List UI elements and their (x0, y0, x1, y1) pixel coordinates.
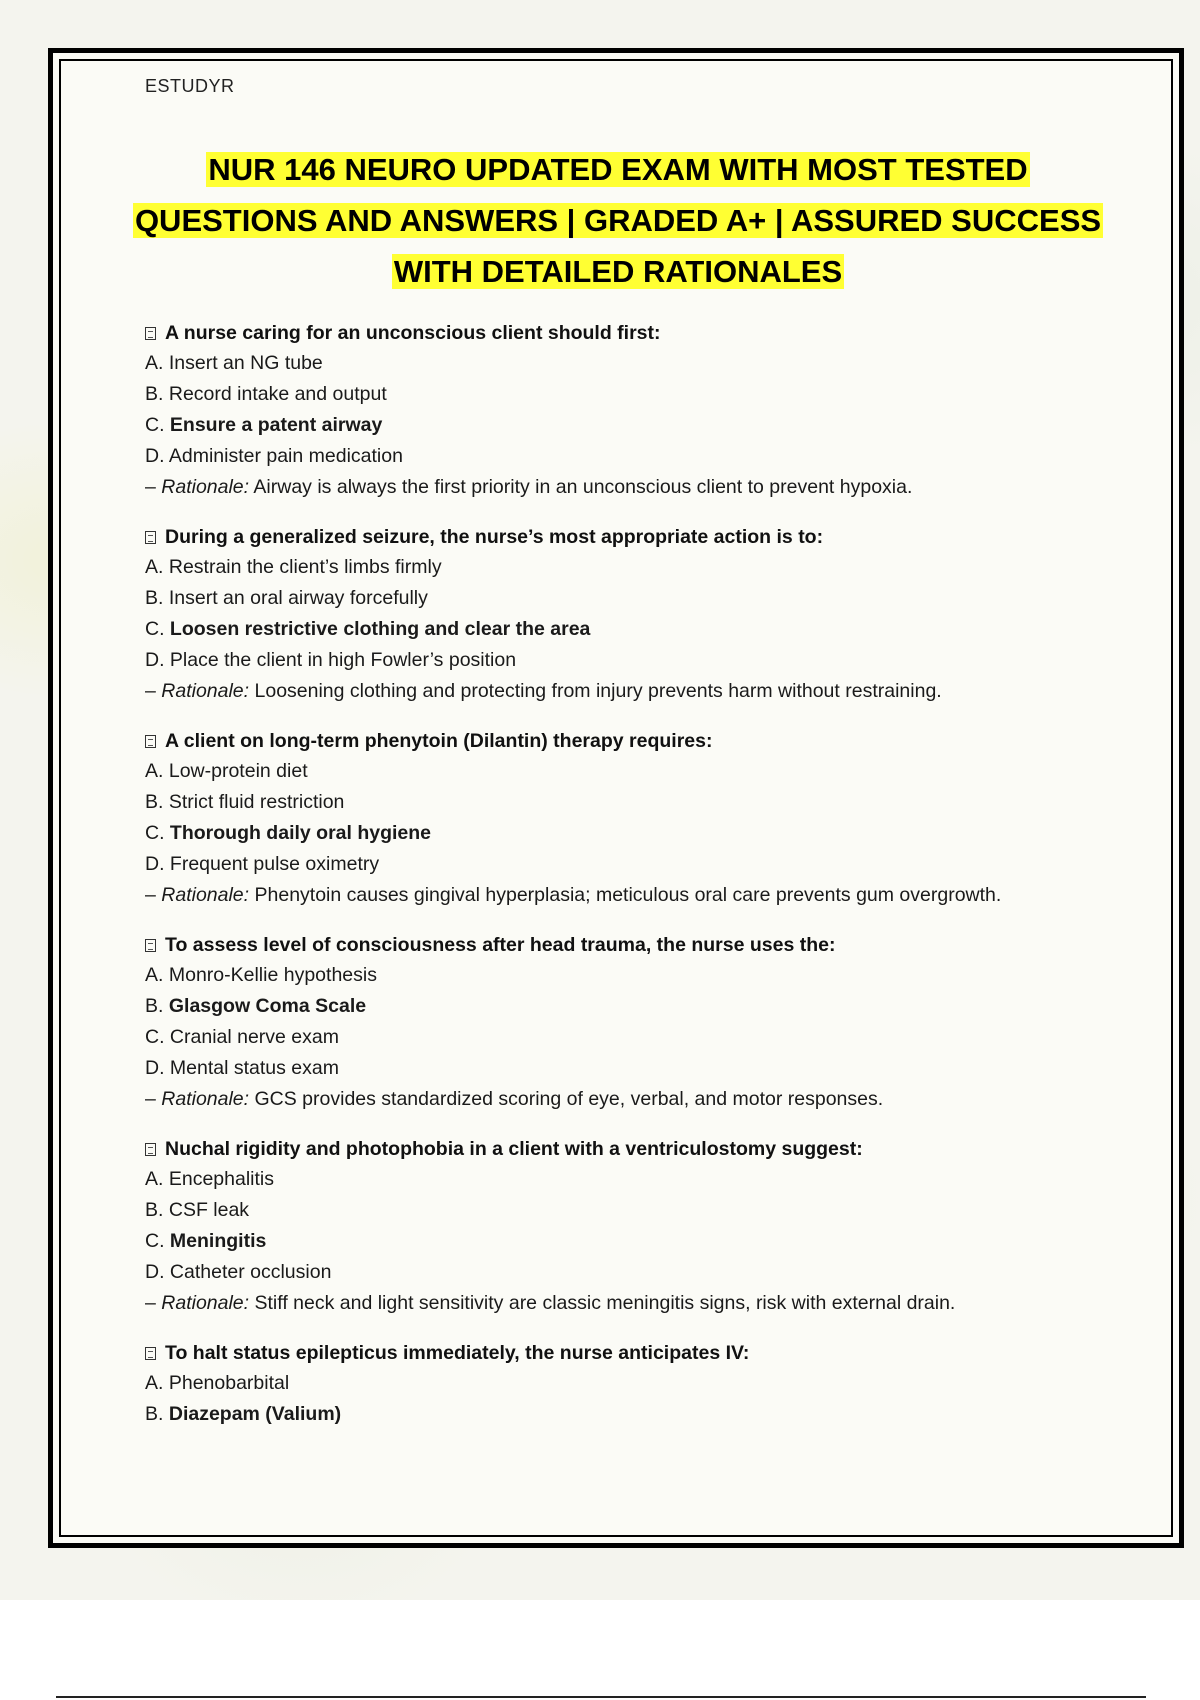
rationale-text: Loosening clothing and protecting from injury prevents harm without restraining. (254, 680, 942, 702)
option-text: Insert an NG tube (168, 352, 323, 374)
rationale-label: Rationale: (161, 476, 250, 498)
rationale-text: Stiff neck and light sensitivity are classic meningitis signs, risk with external drain. (254, 1292, 956, 1314)
answer-option (145, 1022, 1145, 1053)
rationale-text: Airway is always the first priority in an unconscious client to prevent hypoxia. (253, 476, 913, 498)
option-text: Ensure a patent airway (169, 414, 383, 436)
option-text: Loosen restrictive clothing and clear the area (169, 618, 591, 640)
missing-glyph-icon (145, 327, 156, 340)
question-item (145, 1338, 1145, 1430)
option-text: Thorough daily oral hygiene (169, 822, 432, 844)
option-letter: A. (145, 1372, 164, 1394)
document-title (100, 144, 1136, 297)
question-stem-text: A client on long-term phenytoin (Dilantin) therapy requires: (165, 730, 713, 752)
option-text: Strict fluid restriction (168, 791, 345, 813)
option-letter: C. (145, 1230, 165, 1252)
footer-divider (56, 1696, 1146, 1698)
option-text: Place the client in high Fowler’s position (169, 649, 517, 671)
option-text: CSF leak (168, 1199, 250, 1221)
option-letter: B. (145, 995, 164, 1017)
option-letter: C. (145, 1026, 165, 1048)
missing-glyph-icon (145, 531, 156, 544)
answer-option (145, 756, 1145, 787)
question-item (145, 1134, 1145, 1319)
question-list (145, 318, 1145, 1449)
answer-option (145, 645, 1145, 676)
question-stem (145, 930, 1145, 960)
missing-glyph-icon (145, 1143, 156, 1156)
option-text: Encephalitis (168, 1168, 275, 1190)
missing-glyph-icon (145, 735, 156, 748)
answer-option (145, 552, 1145, 583)
option-text: Glasgow Coma Scale (168, 995, 367, 1017)
option-text: Restrain the client’s limbs firmly (168, 556, 442, 578)
option-text: Low-protein diet (168, 760, 308, 782)
option-text: Record intake and output (168, 383, 387, 405)
rationale-dash: – (145, 680, 162, 702)
question-stem-text: A nurse caring for an unconscious client should first: (165, 322, 661, 344)
correct-answer-option (145, 614, 1145, 645)
answer-option (145, 787, 1145, 818)
rationale (145, 472, 1145, 503)
brand-label: ESTUDYR (145, 76, 235, 96)
question-item (145, 930, 1145, 1115)
option-text: Diazepam (Valium) (168, 1403, 342, 1425)
option-letter: A. (145, 964, 164, 986)
correct-answer-option (145, 410, 1145, 441)
option-letter: D. (145, 1261, 165, 1283)
answer-option (145, 849, 1145, 880)
rationale-dash: – (145, 884, 162, 906)
answer-option (145, 1195, 1145, 1226)
question-stem (145, 726, 1145, 756)
question-item (145, 522, 1145, 707)
option-text: Meningitis (169, 1230, 267, 1252)
option-letter: B. (145, 1199, 164, 1221)
answer-option (145, 1257, 1145, 1288)
answer-option (145, 960, 1145, 991)
option-letter: D. (145, 445, 165, 467)
option-letter: C. (145, 414, 165, 436)
correct-answer-option (145, 1226, 1145, 1257)
question-stem (145, 1338, 1145, 1368)
question-stem-text: Nuchal rigidity and photophobia in a client with a ventriculostomy suggest: (165, 1138, 863, 1160)
rationale-label: Rationale: (161, 680, 250, 702)
rationale (145, 676, 1145, 707)
option-text: Administer pain medication (168, 445, 403, 467)
rationale (145, 1084, 1145, 1115)
question-stem-text: To halt status epilepticus immediately, the nurse anticipates IV: (165, 1342, 750, 1364)
missing-glyph-icon (145, 939, 156, 952)
question-stem-text: During a generalized seizure, the nurse’s most appropriate action is to: (165, 526, 824, 548)
answer-option (145, 1368, 1145, 1399)
rationale-dash: – (145, 1292, 162, 1314)
option-text: Insert an oral airway forcefully (168, 587, 428, 609)
correct-answer-option (145, 991, 1145, 1022)
option-text: Cranial nerve exam (169, 1026, 339, 1048)
question-stem (145, 318, 1145, 348)
option-letter: A. (145, 556, 164, 578)
title-line-3: WITH DETAILED RATIONALES (393, 254, 843, 289)
option-letter: D. (145, 1057, 165, 1079)
rationale (145, 1288, 1145, 1319)
answer-option (145, 379, 1145, 410)
question-item (145, 318, 1145, 503)
title-line-1: NUR 146 NEURO UPDATED EXAM WITH MOST TESTED (208, 152, 1028, 187)
option-letter: A. (145, 352, 164, 374)
rationale-label: Rationale: (161, 884, 250, 906)
option-letter: B. (145, 791, 164, 813)
option-text: Phenobarbital (168, 1372, 290, 1394)
answer-option (145, 1053, 1145, 1084)
option-letter: A. (145, 1168, 164, 1190)
rationale-label: Rationale: (161, 1088, 250, 1110)
option-letter: A. (145, 760, 164, 782)
correct-answer-option (145, 1399, 1145, 1430)
option-letter: B. (145, 383, 164, 405)
option-letter: B. (145, 1403, 164, 1425)
correct-answer-option (145, 818, 1145, 849)
answer-option (145, 583, 1145, 614)
question-item (145, 726, 1145, 911)
option-text: Monro-Kellie hypothesis (168, 964, 377, 986)
missing-glyph-icon (145, 1347, 156, 1360)
option-letter: C. (145, 618, 165, 640)
option-text: Catheter occlusion (169, 1261, 332, 1283)
rationale-label: Rationale: (161, 1292, 250, 1314)
question-stem (145, 1134, 1145, 1164)
rationale-text: GCS provides standardized scoring of eye, verbal, and motor responses. (254, 1088, 884, 1110)
answer-option (145, 348, 1145, 379)
rationale-dash: – (145, 476, 162, 498)
title-line-2: QUESTIONS AND ANSWERS | GRADED A+ | ASSURED SUCCESS (134, 203, 1102, 238)
option-letter: B. (145, 587, 164, 609)
option-letter: D. (145, 853, 165, 875)
option-text: Mental status exam (169, 1057, 339, 1079)
option-text: Frequent pulse oximetry (169, 853, 380, 875)
rationale-dash: – (145, 1088, 162, 1110)
rationale-text: Phenytoin causes gingival hyperplasia; meticulous oral care prevents gum overgrowth. (254, 884, 1002, 906)
answer-option (145, 1164, 1145, 1195)
option-letter: C. (145, 822, 165, 844)
question-stem-text: To assess level of consciousness after head trauma, the nurse uses the: (165, 934, 836, 956)
answer-option (145, 441, 1145, 472)
option-letter: D. (145, 649, 165, 671)
rationale (145, 880, 1145, 911)
question-stem (145, 522, 1145, 552)
